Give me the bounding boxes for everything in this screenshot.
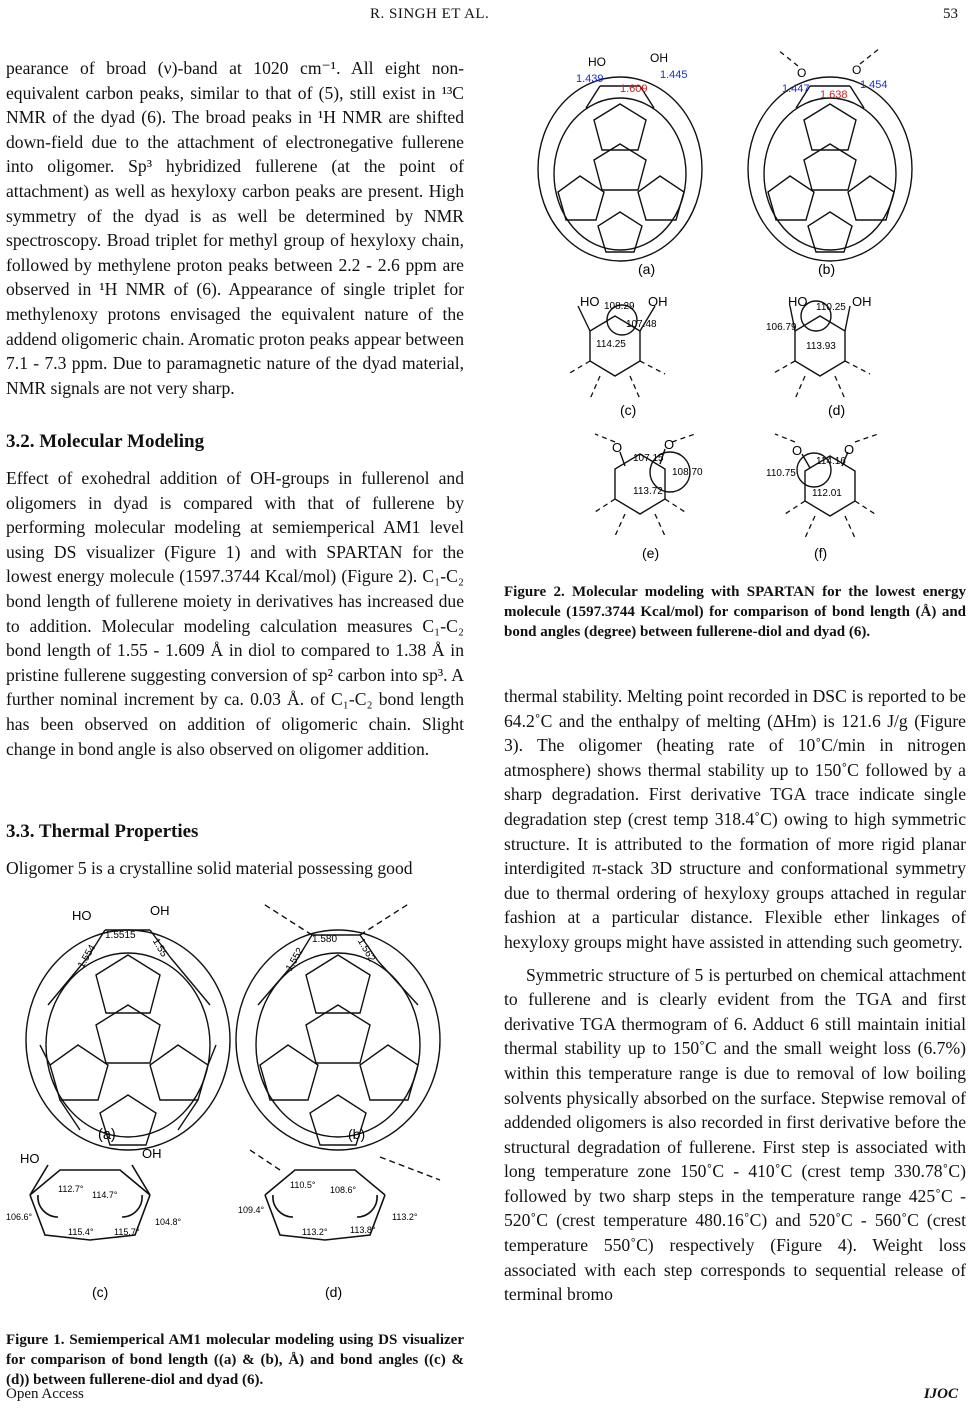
fig2c-v2: 107.48 (626, 319, 657, 330)
fig1c-angle-2: 114.7° (92, 1190, 118, 1200)
fig2a-bond-left: 1.439 (576, 73, 604, 85)
fig2f-v1: 114.16 (816, 456, 846, 467)
fig1b-bond-mid: 1.580 (312, 934, 338, 945)
fig1d-label: (d) (325, 1284, 343, 1300)
right-column (504, 684, 966, 1307)
body-paragraph: Effect of exohedral addition of OH-groups in fullerenol and oligomers in dyad is compared with that of fullerene by performing molecular modeling at semiemperical AM1 level using DS visualizer (Figure 1) and with SPARTAN for the lowest energy molecule (1597.3744 Kcal/mol) (Figure 2). C₁-C₂ bond length of fullerene moiety in derivatives has increased due to addition. Molecular modeling calculation measures C₁-C₂ bond length of 1.55 - 1.609 Å in diol to compared to 1.38 Å in pristine fullerene suggesting conversion of sp² carbon into sp³. A further nominal increment by ca. 0.03 Å. of C₁-C₂ bond length has been observed on addition of oligomeric chain. Slight change in bond angle is also observed on oligomer addition. (6, 468, 464, 759)
fig2c-v3: 114.25 (596, 339, 626, 350)
fig2b-bond-mid: 1.638 (820, 89, 848, 101)
fig2f-v3: 112.01 (812, 488, 842, 499)
fig2f-label: (f) (814, 545, 828, 561)
fig2e-o2: O (664, 437, 675, 452)
body-paragraph: pearance of broad (ν)-band at 1020 cm⁻¹. All eight non-equivalent carbon peaks, similar to that of (5), still exist in ¹³C NMR of the dyad (6). The broad peaks in ¹H NMR are shifted down-field due to the attachment of electronegative fullerene into oligomer. Sp³ hybridized fullerene (at the point of attachment) as well as hexyloxy carbon peaks are present. High symmetry of the dyad is as well be determined by NMR spectroscopy. Broad triplet for methyl group of hexyloxy chain, followed by methylene proton peaks between 2.2 - 2.6 ppm are observed in ¹H NMR of (6). Appearance of single triplet for methylenoxy protons envisaged the equivalent nature of the addend oligomeric chain. Aromatic proton peaks appear between 7.1 - 7.3 ppm. Due to paramagnetic nature of the dyad material, NMR signals are not very sharp. (6, 58, 464, 398)
fig1c-angle-5: 115.4° (68, 1227, 94, 1237)
fig1b-bond-right: 1.562 (354, 936, 377, 964)
page-footer (0, 1386, 968, 1406)
left-column-para2 (6, 466, 464, 761)
footer-journal: IJOC (923, 1386, 958, 1402)
fig1a-bond-right: 1.55 (149, 936, 170, 960)
fig2d-ho: HO (788, 294, 808, 309)
fig2b-bond-right: 1.454 (860, 79, 888, 91)
fig2c-dashed (568, 361, 665, 399)
figure-2-caption: Figure 2. Molecular modeling with SPARTAN for the lowest energy molecule (1597.3744 Kcal/mol) for comparison of bond length (Å) and bond angles (degree) between fullerene-diol and dyad (6). (504, 584, 966, 640)
fig2c-ho: HO (580, 294, 600, 309)
fig1d-angle-6: 113.8° (350, 1225, 376, 1235)
body-paragraph: thermal stability. Melting point recorded in DSC is reported to be 64.2˚C and the enthalpy of melting (ΔHm) is 121.6 J/g (Figure 3). The oligomer (heating rate of 10˚C/min in nitrogen atmosphere) shows thermal stability up to 150˚C followed by a sharp degradation. First derivative TGA trace indicate single degradation step (crest temp 318.4˚C) owing to high symmetric structure. It is attributed to the formation of more rigid planar interdigited π-stack 3D structure and conformational symmetry due to thermal ordering of hexyloxy groups attached in regular fashion at a particular distance. Flexible ether linkages of hexyloxy groups might have assisted in attending such geometry. (504, 686, 966, 952)
fig2b-o1: O (797, 66, 807, 80)
fig2e-v1: 107.15 (633, 453, 664, 464)
body-paragraph: Symmetric structure of 5 is perturbed on chemical attachment to fullerene and is clearly evident from the TGA and first derivative TGA thermogram of 6. Adduct 6 still maintain initial thermal stability up to 150˚C and the small weight loss (6.7%) within this temperature range is due to removal of low boiling solvents physically absorbed on the surface. Stepwise removal of addended oligomers is also recorded in first derivative before the structural degradation of fullerene. First step is associated with long temperature zone 150˚C - 410˚C (crest temp 330.78˚C) followed by two sharp steps in the temperature range 425˚C - 520˚C (crest temperature 480.16˚C) and 520˚C - 560˚C (crest temperature 550˚C) respectively (Figure 4). Weight loss associated with each step corresponds to sequential release of terminal bromo (504, 964, 966, 1305)
fig2e-o1: O (612, 440, 623, 455)
fig1b-label: (b) (348, 1126, 366, 1142)
footer-open-access: Open Access (6, 1386, 84, 1402)
fig2e-label: (e) (642, 545, 660, 561)
fig2c-label: (c) (620, 402, 637, 418)
fig2e-v3: 113.72 (633, 486, 663, 497)
fig2b-label: (b) (818, 261, 836, 277)
fig1d-angle-1: 110.5° (290, 1180, 316, 1190)
fig2f-o2: O (844, 442, 855, 457)
figure-1 (0, 895, 468, 1315)
fig1c-angle-4: 104.8° (155, 1217, 182, 1227)
fig1c-oh: OH (142, 1146, 162, 1161)
section-heading-thermal-properties: 3.3. Thermal Properties (6, 821, 199, 842)
fig2c-oh: OH (648, 294, 668, 309)
fig2b-o2: O (852, 63, 862, 77)
left-column-para3 (6, 856, 464, 881)
fig2f-o1: O (792, 443, 803, 458)
fig1d-angle-3: 109.4° (238, 1205, 265, 1215)
fig1a-bond-left: 1.554 (76, 943, 99, 971)
fig1c-angle-1: 112.7° (58, 1184, 84, 1194)
fig2b-fullerene (748, 77, 912, 261)
fig2a-oh: OH (650, 51, 668, 65)
running-head (0, 4, 968, 26)
fig2a-label: (a) (638, 261, 656, 277)
fig2f-dashed (775, 434, 878, 538)
fig2d-oh: OH (852, 294, 872, 309)
fig2f-v2: 110.75 (766, 468, 796, 479)
fig1d-dashed-bonds (250, 1150, 440, 1180)
fig2e-dashed (595, 434, 695, 536)
fig2a-ho: HO (588, 55, 606, 69)
fig1c-angle-6: 115.7° (114, 1227, 140, 1237)
fig1c-angle-3: 106.6° (6, 1212, 33, 1222)
section-heading-molecular-modeling: 3.2. Molecular Modeling (6, 431, 205, 452)
fig1d-angle-2: 108.6° (330, 1185, 357, 1195)
fig2c-v1: 108.29 (604, 301, 635, 312)
fig1a-ho-label: HO (72, 908, 92, 923)
fig1b-bond-left: 1.552 (284, 946, 307, 974)
fig2d-v1: 110.25 (816, 302, 846, 313)
fig2a-bond-right: 1.445 (660, 69, 688, 81)
left-column-para1 (6, 56, 464, 400)
fig2b-bond-left: 1.447 (782, 83, 810, 95)
fig2d-v2: 106.79 (766, 322, 797, 333)
fig2a-bond-mid: 1.609 (620, 83, 648, 95)
fig1c-ho: HO (20, 1151, 40, 1166)
running-head-authors: R. SINGH ET AL. (370, 6, 490, 22)
fig2d-v3: 113.93 (806, 341, 836, 352)
fig1a-fullerene (26, 930, 230, 1150)
page-number: 53 (943, 6, 958, 22)
fig1a-label: (a) (98, 1127, 116, 1143)
fig2d-label: (d) (828, 402, 846, 418)
fig1a-bond-mid: 1.5515 (105, 930, 136, 941)
body-paragraph: Oligomer 5 is a crystalline solid material possessing good (6, 858, 413, 878)
fig1c-label: (c) (92, 1284, 109, 1300)
fig2a-fullerene (538, 77, 702, 261)
fig1a-oh-label: OH (150, 903, 170, 918)
fig1d-angle-4: 113.2° (392, 1212, 418, 1222)
fig2e-v2: 108.70 (672, 467, 703, 478)
figure-1-caption: Figure 1. Semiemperical AM1 molecular modeling using DS visualizer for comparison of bond length ((a) & (b), Å) and bond angles ((c) & (d)) between fullerene-diol and dyad (6). (6, 1332, 464, 1388)
figure-2 (500, 44, 968, 572)
fig1d-angle-5: 113.2° (302, 1227, 328, 1237)
fig2b-dashed-bonds (778, 48, 880, 66)
fig1b-fullerene (236, 930, 440, 1150)
fig2d-dashed (772, 361, 870, 399)
